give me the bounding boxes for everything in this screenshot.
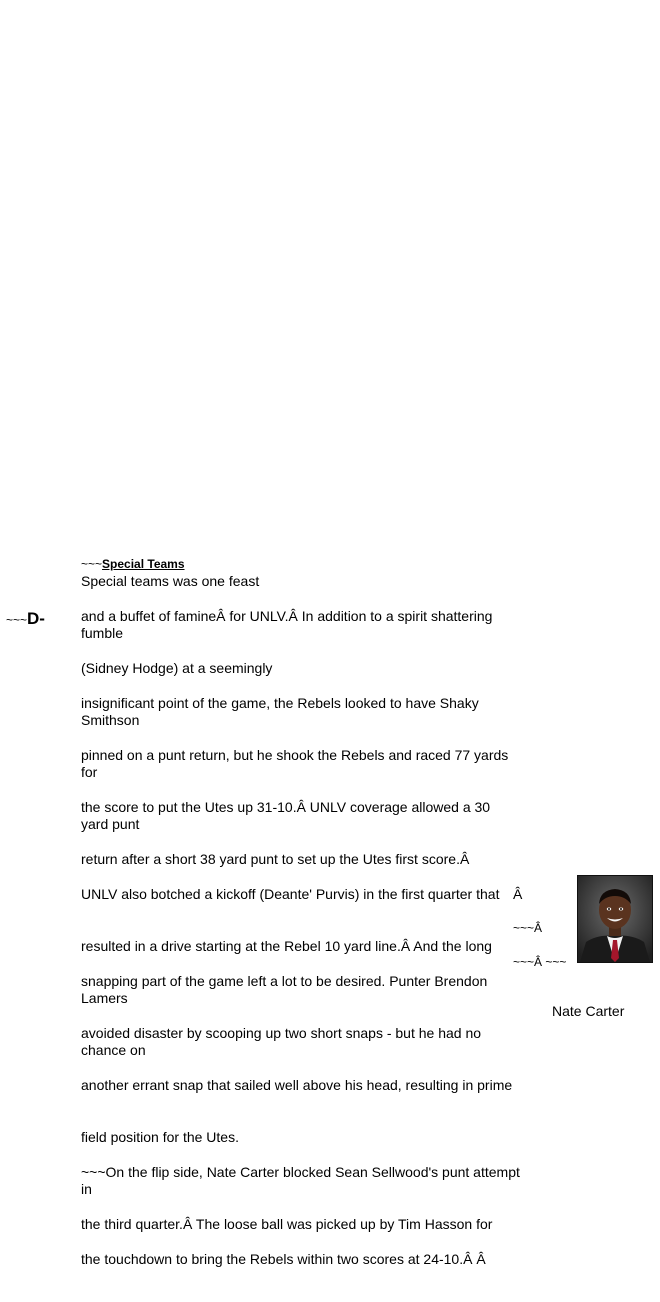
paragraph-2: and a buffet of famineÂ for UNLV.Â In addition to a spirit shattering fumble <box>81 608 493 641</box>
paragraph-8: UNLV also botched a kickoff (Deante' Purvis) in the first quarter that <box>81 886 500 902</box>
paragraph-16: the touchdown to bring the Rebels within two scores at 24-10.Â Â <box>81 1251 486 1267</box>
heading-title: Special Teams <box>102 557 185 571</box>
paragraph-14: ~~~On the flip side, Nate Carter blocked Sean Sellwood's punt attempt in <box>81 1164 520 1197</box>
side-mark-2: ~~~Â <box>513 921 543 935</box>
grade <box>6 609 45 629</box>
grade-prefix: ~~~ <box>6 613 28 627</box>
paragraph-3: (Sidney Hodge) at a seemingly <box>81 660 273 676</box>
heading-prefix: ~~~ <box>81 557 103 571</box>
side-mark-3: ~~~Â ~~~ <box>513 955 567 969</box>
paragraph-9: resulted in a drive starting at the Rebel 10 yard line.Â And the long <box>81 938 492 954</box>
side-mark-1: Â <box>513 886 523 902</box>
paragraph-10: snapping part of the game left a lot to be desired. Punter Brendon Lamers <box>81 973 488 1006</box>
paragraph-1: Special teams was one feast <box>81 573 260 589</box>
paragraph-7: return after a short 38 yard punt to set up the Utes first score.Â <box>81 851 470 867</box>
paragraph-11: avoided disaster by scooping up two short snaps - but he had no chance on <box>81 1025 482 1058</box>
portrait-image <box>578 876 652 962</box>
section-heading <box>81 557 185 571</box>
paragraph-15: the third quarter.Â The loose ball was picked up by Tim Hasson for <box>81 1216 493 1232</box>
grade-value: D- <box>27 609 45 628</box>
photo-caption: Nate Carter <box>552 1003 625 1019</box>
paragraph-6: the score to put the Utes up 31-10.Â UNLV coverage allowed a 30 yard punt <box>81 799 491 832</box>
player-photo <box>577 875 653 963</box>
paragraph-4: insignificant point of the game, the Rebels looked to have Shaky Smithson <box>81 695 479 728</box>
paragraph-12: another errant snap that sailed well above his head, resulting in prime <box>81 1077 513 1093</box>
paragraph-5: pinned on a punt return, but he shook the Rebels and raced 77 yards for <box>81 747 509 780</box>
paragraph-13: field position for the Utes. <box>81 1129 239 1145</box>
